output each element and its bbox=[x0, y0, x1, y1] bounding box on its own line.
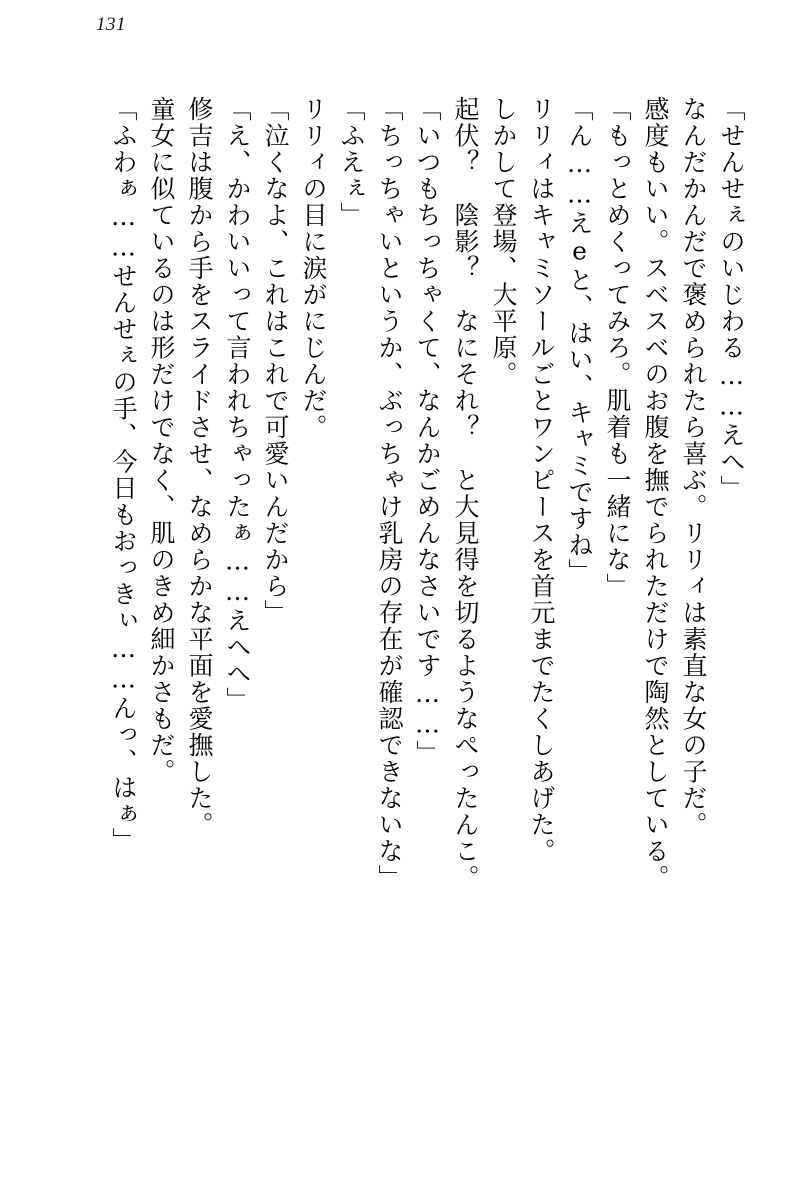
text-line: 「ん……えеと、はい、キャミですね」 bbox=[565, 96, 594, 585]
text-line: 「もっとめくってみろ。肌着も一緒にな」 bbox=[603, 96, 632, 600]
text-line: リリィの目に涙がにじんだ。 bbox=[299, 96, 328, 441]
text-line: 「ふわぁ……せんせぇの手、今日もおっきぃ……んっ、はぁ」 bbox=[109, 96, 138, 854]
text-line: 修吉は腹から手をスライドさせ、なめらかな平面を愛撫した。 bbox=[185, 96, 214, 838]
vertical-text-body bbox=[54, 96, 746, 891]
text-line: 感度もいい。スベスベのお腹を撫でられただけで陶然としている。 bbox=[641, 96, 670, 891]
text-line: なんだかんだで褒められたら喜ぶ。リリィは素直な女の子だ。 bbox=[679, 96, 708, 838]
text-line: 「ちっちゃいというか、ぶっちゃけ乳房の存在が確認できないな」 bbox=[375, 96, 404, 891]
text-line: 「せんせぇのいじわる……えへ」 bbox=[717, 96, 746, 502]
text-line: 「泣くなよ、これはこれで可愛いんだから」 bbox=[261, 96, 290, 626]
text-line: しかして登場、大平原。 bbox=[489, 96, 518, 388]
text-line: 「え、かわいいって言われちゃったぁ……えへへ」 bbox=[223, 96, 252, 714]
page-number: 131 bbox=[96, 14, 126, 35]
text-line: 起伏？ 陰影？ なにそれ？ と大見得を切るようなぺったんこ。 bbox=[451, 96, 480, 891]
text-line: リリィはキャミソールごとワンピースを首元までたくしあげた。 bbox=[527, 96, 556, 865]
text-line: 「いつもちっちゃくて、なんかごめんなさいです……」 bbox=[413, 96, 442, 767]
text-line: 童女に似ているのは形だけでなく、肌のきめ細かさもだ。 bbox=[147, 96, 176, 785]
text-line: 「ふえぇ」 bbox=[337, 96, 366, 229]
